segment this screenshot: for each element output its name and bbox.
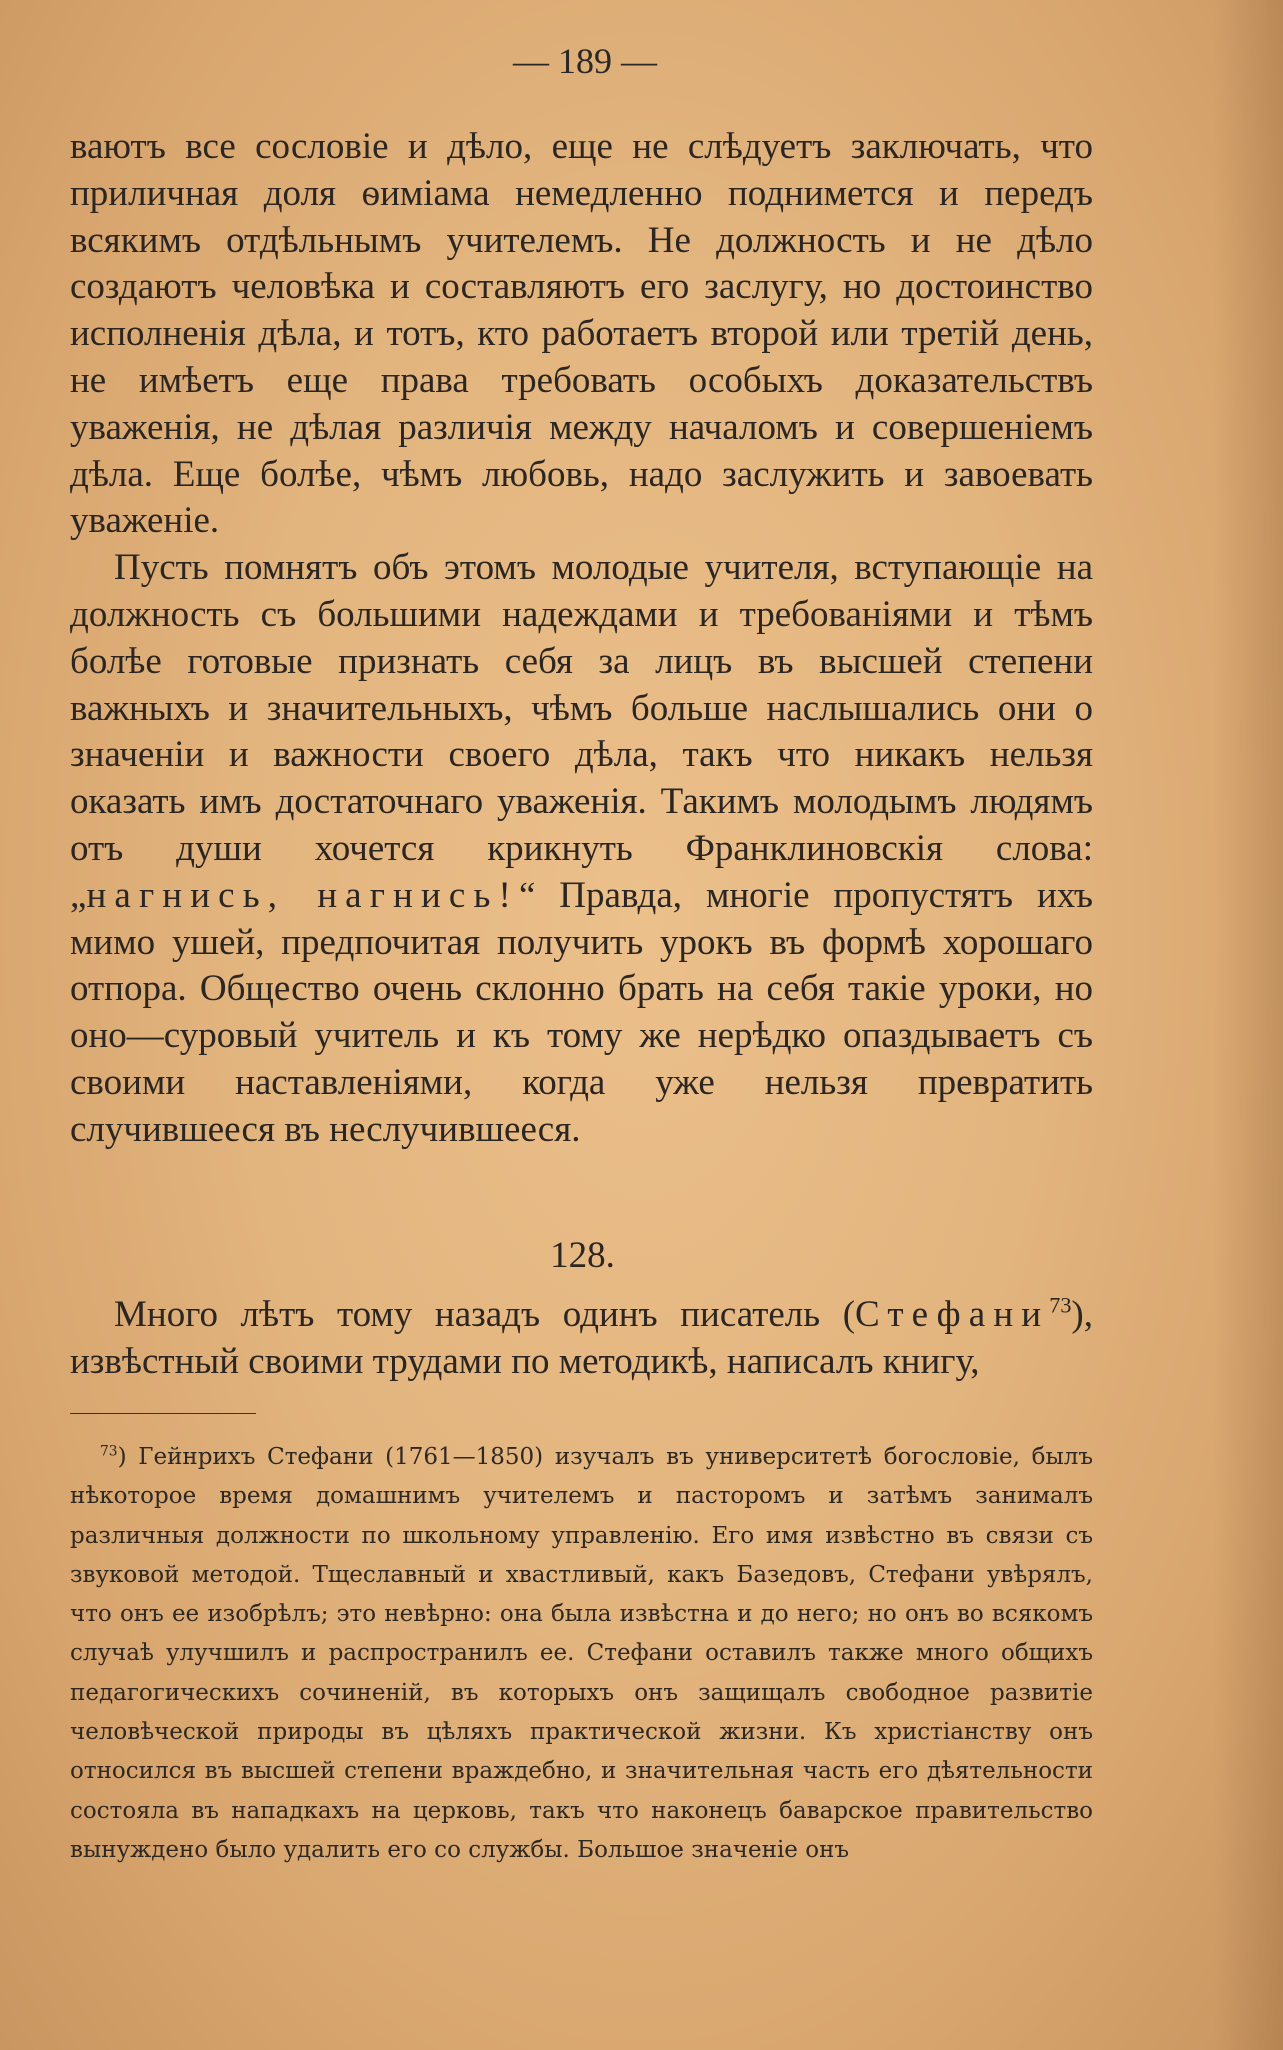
section-text-start: Много лѣтъ тому назадъ одинъ писатель ( (114, 1294, 856, 1335)
paragraph-1: ваютъ все сословіе и дѣло, еще не слѣдуетъ заключать, что приличная доля ѳиміама немедленно поднимется и передъ всякимъ отдѣльнымъ учителемъ. Не должность и не дѣло создаютъ человѣка и составляютъ его заслугу, но достоинство исполненія дѣла, и тотъ, кто работаетъ второй или третій день, не имѣетъ еще права требовать особыхъ доказательствъ уваженія, не дѣлая различія между началомъ и совершеніемъ дѣла. Еще болѣе, чѣмъ любовь, надо заслужить и завоевать уваженіе. (70, 126, 1093, 542)
footnote-text: ) Гейнрихъ Стефани (1761—1850) изучалъ въ университетѣ богословіе, былъ нѣкоторое время домашнимъ учителемъ и пасторомъ и затѣмъ занималъ различныя должности по школьному управленію. Его имя извѣстно въ связи съ звуковой методой. Тщеславный и хвастливый, какъ Базедовъ, Стефани увѣрялъ, что онъ ее изобрѣлъ; это невѣрно: она была извѣстна и до него; но онъ во всякомъ случаѣ улучшилъ и распространилъ ее. Стефани оставилъ также много общихъ педагогическихъ сочиненій, въ которыхъ онъ защищалъ свободное развитіе человѣческой природы въ цѣляхъ практической жизни. Къ христіанству онъ относился въ высшей степени враждебно, и значительная часть его дѣятельности состояла въ нападкахъ на церковь, такъ что наконецъ баварское правительство вынуждено было удалить его со службы. Большое значеніе онъ (70, 1444, 1093, 1863)
author-name: Стефани (855, 1294, 1050, 1335)
quoted-phrase: нагнись, нагнись! (86, 874, 519, 916)
footnote-marker: 73 (100, 1443, 118, 1460)
section-text-end: ), извѣстный своими трудами по методикѣ, написалъ книгу, (70, 1294, 1093, 1382)
paragraph-2 (70, 545, 1093, 1153)
footnote-divider (70, 1413, 256, 1414)
footnote (70, 1438, 1093, 1870)
paragraph-2-part-2: “ Правда, многіе пропустятъ ихъ мимо ушей, предпочитая получить урокъ въ формѣ хорошаго отпора. Общество очень склонно брать на себя такіе уроки, но оно—суровый учитель и къ тому же нерѣдко опаздываетъ съ своими наставленіями, когда уже нельзя превратить случившееся въ неслучившееся. (70, 874, 1093, 1150)
section-paragraph (70, 1292, 1093, 1386)
section-number: 128. (550, 1235, 615, 1276)
footnote-reference: 73 (1049, 1292, 1072, 1318)
paragraph-2-part-1: Пусть помнятъ объ этомъ молодые учителя, вступающіе на должность съ большими надеждами и требованіями и тѣмъ болѣе готовые признать себя за лицъ въ высшей степени важныхъ и значительныхъ, чѣмъ больше наслышались они о значеніи и важности своего дѣла, такъ что никакъ нельзя оказать имъ достаточнаго уваженія. Такимъ молодымъ людямъ отъ души хочется крикнуть Франклиновскія слова: „ (70, 547, 1093, 916)
main-text (70, 124, 1093, 1154)
page-edge-shadow (1213, 0, 1283, 2050)
page-number: — 189 — (513, 41, 657, 81)
